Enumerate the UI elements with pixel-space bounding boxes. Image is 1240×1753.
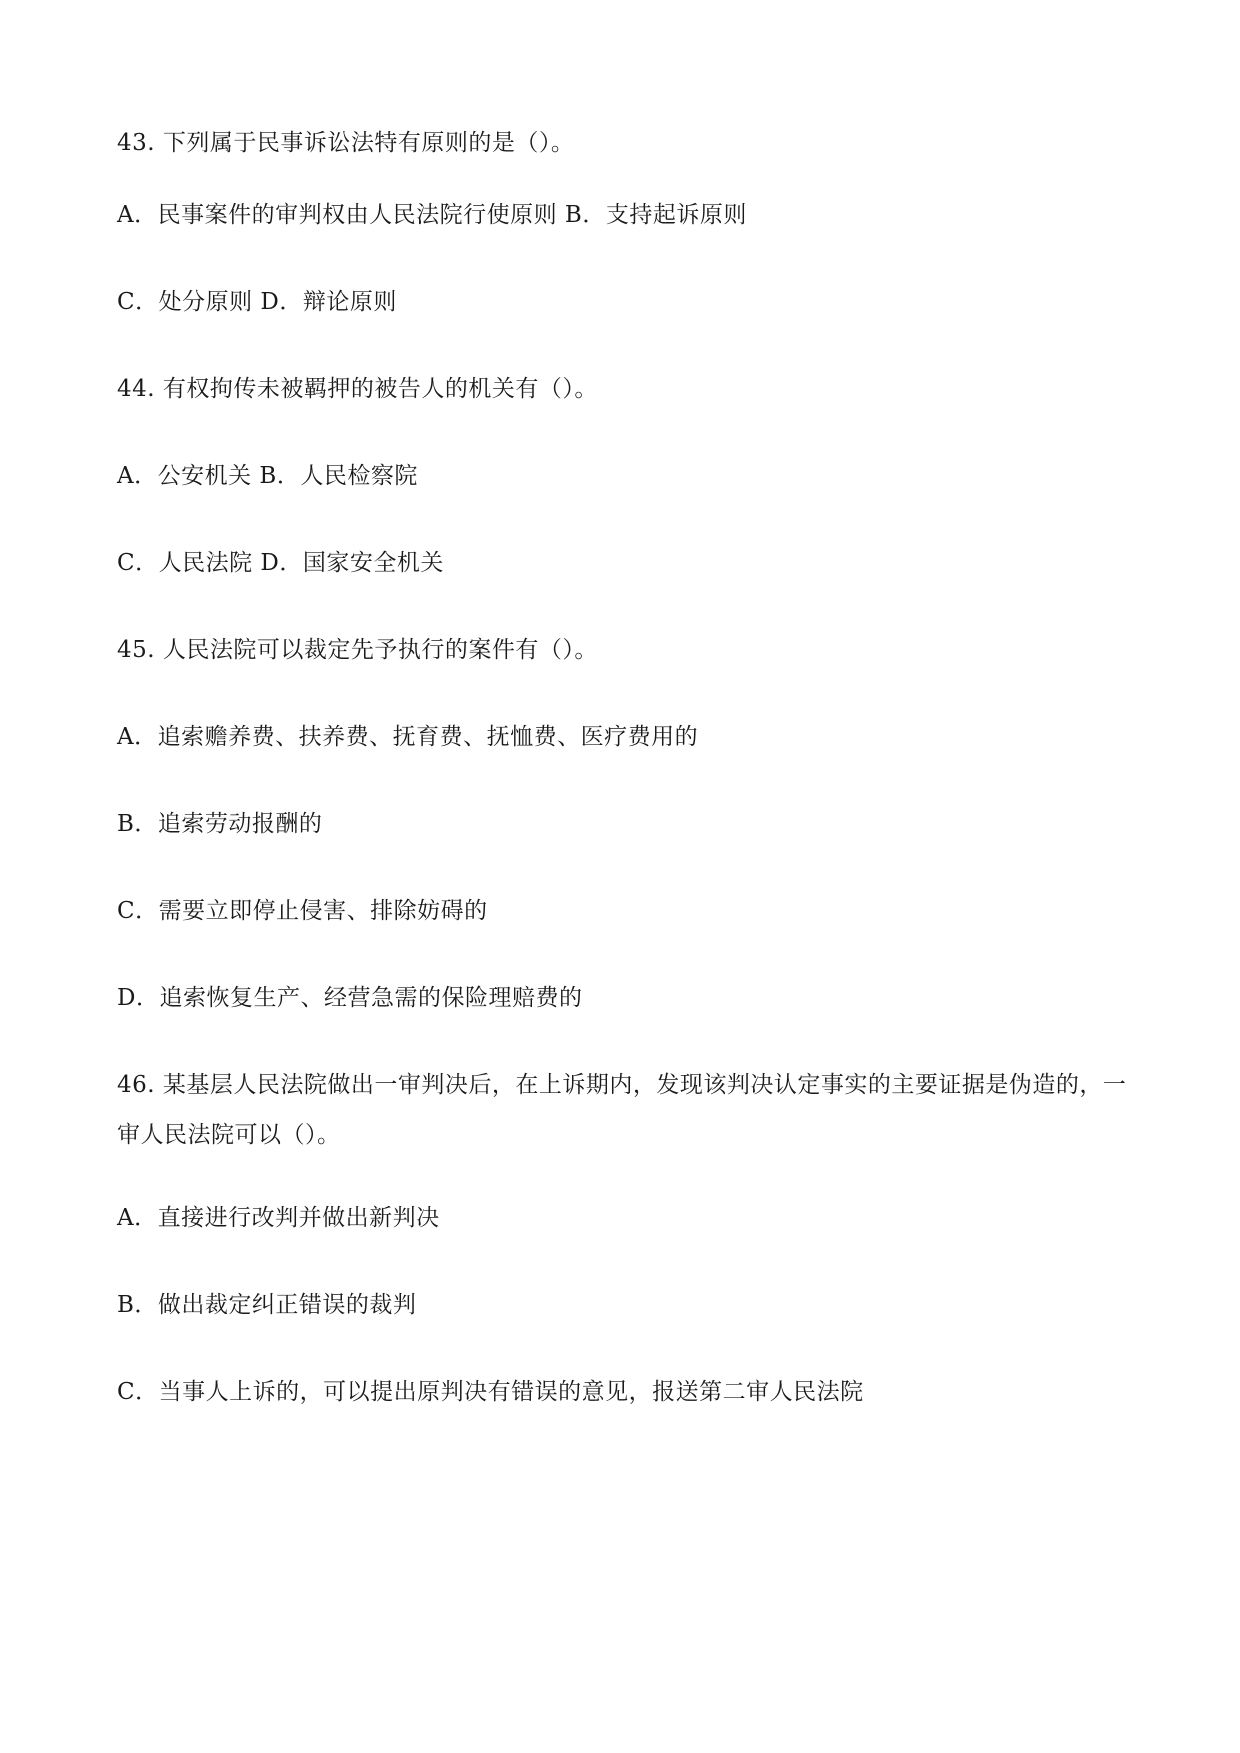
question-46-stem: 46. 某基层人民法院做出一审判决后，在上诉期内，发现该判决认定事实的主要证据是伪造的，一审人民法院可以（）。 — [117, 1072, 1127, 1148]
question-44-option-ab: A．公安机关 B．人民检察院 — [117, 463, 418, 489]
question-45-option-d: D．追索恢复生产、经营急需的保险理赔费的 — [117, 985, 583, 1011]
question-46-option-a: A．直接进行改判并做出新判决 — [117, 1205, 440, 1231]
question-43-stem: 43. 下列属于民事诉讼法特有原则的是（）。 — [117, 130, 575, 156]
question-43-option-cd: C．处分原则 D．辩论原则 — [117, 289, 397, 315]
question-45-option-c: C．需要立即停止侵害、排除妨碍的 — [117, 898, 488, 924]
question-46-option-b: B．做出裁定纠正错误的裁判 — [117, 1292, 417, 1318]
question-45-option-b: B．追索劳动报酬的 — [117, 811, 323, 837]
question-45-option-a: A．追索赡养费、扶养费、抚育费、抚恤费、医疗费用的 — [117, 724, 699, 750]
question-46-option-c: C．当事人上诉的，可以提出原判决有错误的意见，报送第二审人民法院 — [117, 1379, 864, 1405]
question-45-stem: 45. 人民法院可以裁定先予执行的案件有（）。 — [117, 637, 598, 663]
question-44-stem: 44. 有权拘传未被羁押的被告人的机关有（）。 — [117, 376, 598, 402]
question-43-option-ab: A．民事案件的审判权由人民法院行使原则 B．支持起诉原则 — [117, 202, 747, 228]
question-44-option-cd: C．人民法院 D．国家安全机关 — [117, 550, 444, 576]
